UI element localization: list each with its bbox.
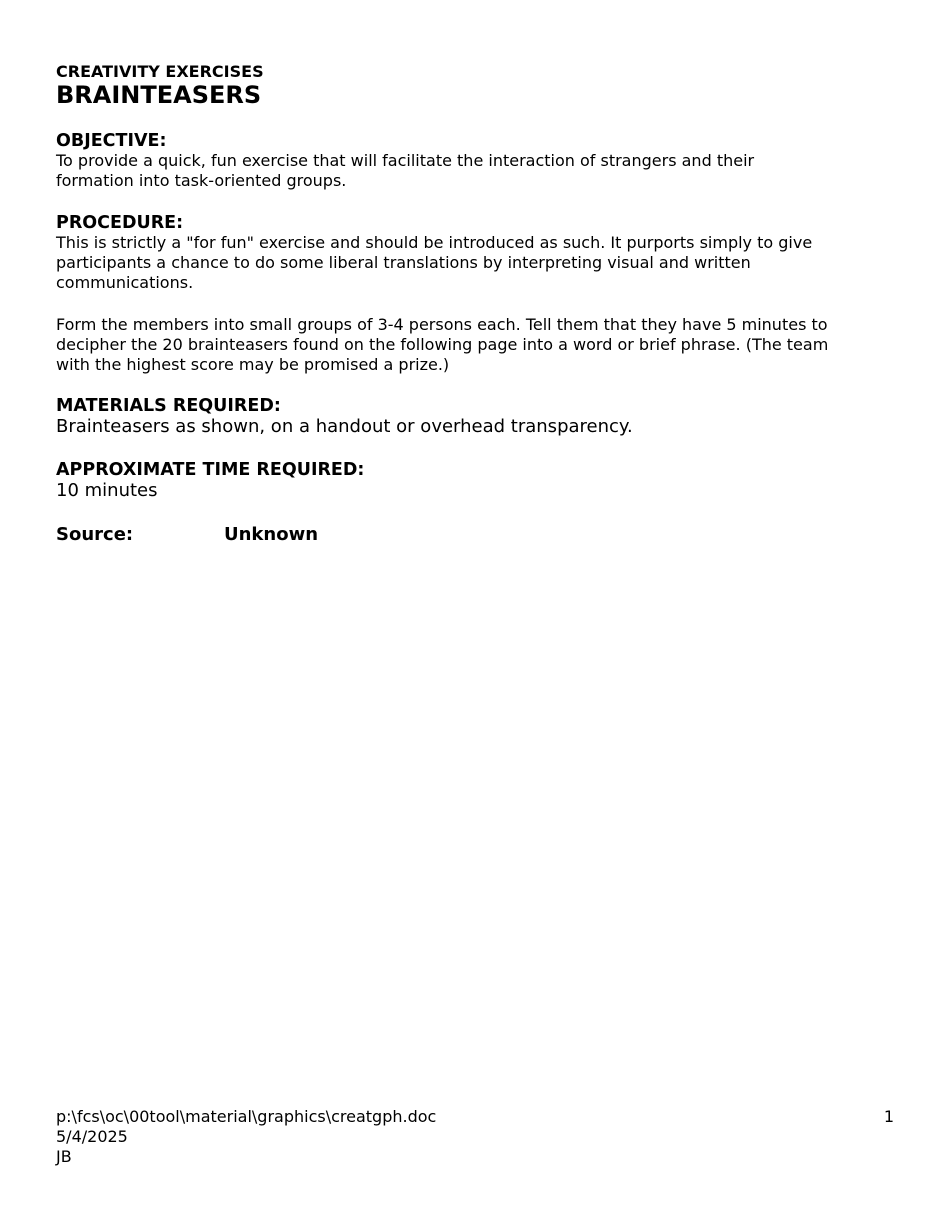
source-row — [56, 524, 896, 546]
footer-initials: JB — [56, 1147, 72, 1166]
source-label: Source: — [56, 524, 134, 545]
objective-section — [56, 131, 896, 191]
procedure-p2-line-3: with the highest score may be promised a prize.) — [56, 355, 450, 374]
objective-line-2: formation into task-oriented groups. — [56, 171, 347, 190]
time-section — [56, 460, 896, 502]
section-gap — [56, 438, 896, 460]
materials-text: Brainteasers as shown, on a handout or overhead transparency. — [56, 416, 633, 437]
document-title: BRAINTEASERS — [56, 81, 262, 109]
section-gap — [56, 191, 896, 213]
page-number: 1 — [883, 1107, 894, 1126]
materials-heading: MATERIALS REQUIRED: — [56, 396, 281, 416]
page-footer — [56, 1107, 896, 1167]
procedure-p2-line-1: Form the members into small groups of 3-4 persons each. Tell them that they have 5 minutes to — [56, 315, 828, 334]
document-page — [56, 62, 896, 546]
procedure-p1-line-2: participants a chance to do some liberal translations by interpreting visual and written — [56, 253, 751, 272]
time-text: 10 minutes — [56, 480, 158, 501]
section-gap — [56, 502, 896, 524]
objective-heading: OBJECTIVE: — [56, 131, 167, 151]
section-gap — [56, 375, 896, 396]
footer-date: 5/4/2025 — [56, 1127, 128, 1146]
procedure-p2-line-2: decipher the 20 brainteasers found on the following page into a word or brief phrase. (The team — [56, 335, 829, 354]
procedure-section — [56, 213, 896, 375]
objective-line-1: To provide a quick, fun exercise that will facilitate the interaction of strangers and their — [56, 151, 755, 170]
document-kicker: CREATIVITY EXERCISES — [56, 62, 264, 81]
time-heading: APPROXIMATE TIME REQUIRED: — [56, 460, 365, 480]
source-value: Unknown — [224, 524, 319, 545]
procedure-heading: PROCEDURE: — [56, 213, 184, 233]
materials-section — [56, 396, 896, 438]
paragraph-gap — [56, 293, 896, 315]
procedure-p1-line-3: communications. — [56, 273, 194, 292]
footer-file-path: p:\fcs\oc\00tool\material\graphics\creatgph.doc — [56, 1107, 437, 1126]
procedure-p1-line-1: This is strictly a "for fun" exercise and should be introduced as such. It purports simply to give — [56, 233, 813, 252]
